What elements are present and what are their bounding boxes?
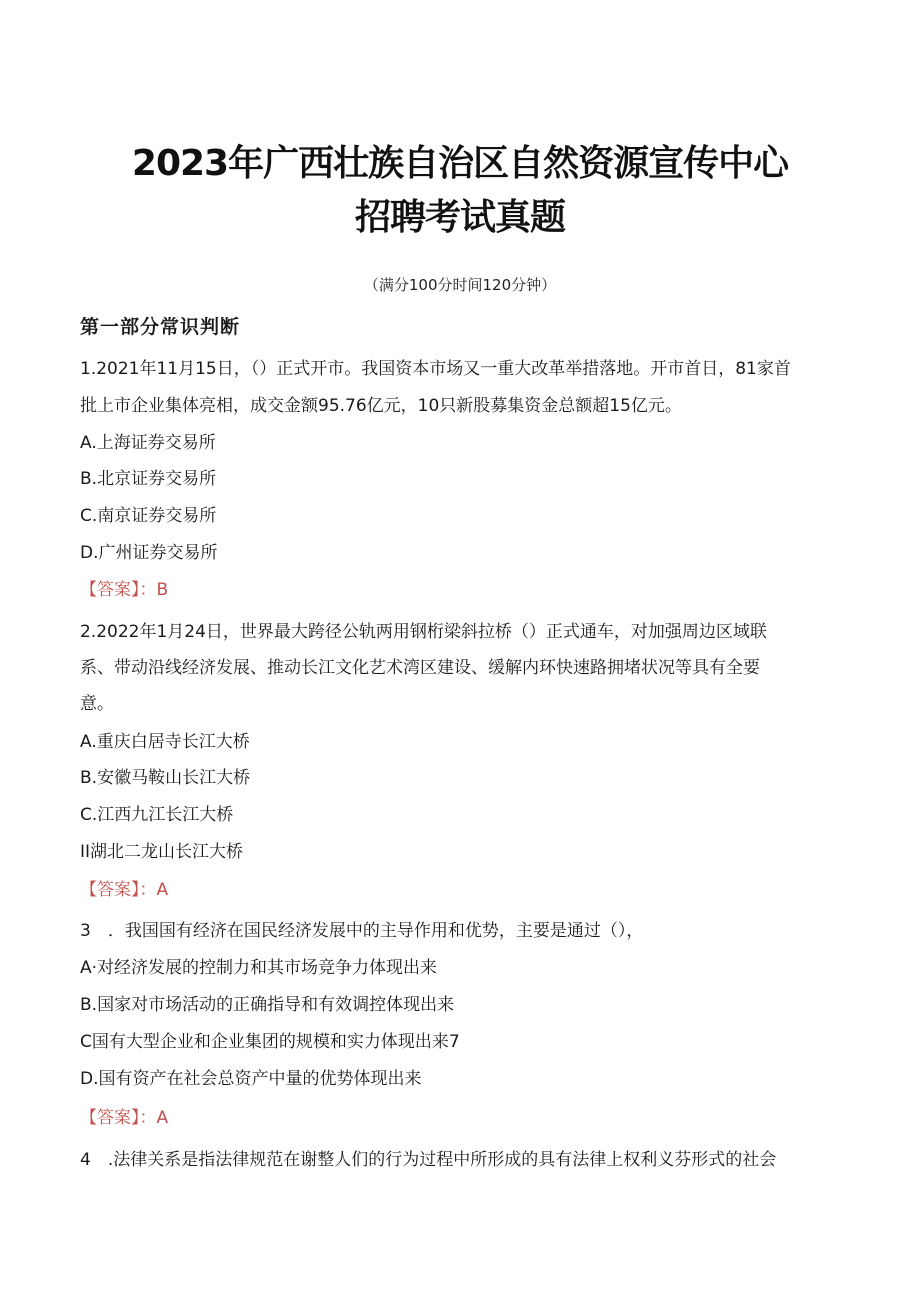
exam-duration-note: （满分100分时间120分钟） xyxy=(363,276,557,294)
question-1-option-d: D.广州证券交易所 xyxy=(80,543,218,563)
question-2-answer: 【答案】：A xyxy=(80,880,169,900)
question-2-option-d: II湖北二龙山长江大桥 xyxy=(80,842,244,862)
question-1-option-c: C.南京证券交易所 xyxy=(80,506,217,526)
question-1-text: 1.2021年11月15日，（）正式开市。我国资本市场又一重大改革举措落地。开市首日，81家首 xyxy=(80,359,791,379)
question-2-option-c: C.江西九江长江大桥 xyxy=(80,805,234,825)
question-1-answer: 【答案】：B xyxy=(80,580,169,600)
question-2-text-end: 意。 xyxy=(80,694,114,714)
document-title-line1: 2023年广西壮族自治区自然资源宣传中心 xyxy=(131,143,789,184)
document-title-line2: 招聘考试真题 xyxy=(354,197,565,238)
question-1-option-b: B.北京证券交易所 xyxy=(80,469,217,489)
question-3-option-d: D.国有资产在社会总资产中量的优势体现出来 xyxy=(80,1069,422,1089)
question-1-text-cont: 批上市企业集体亮相，成交金额95.76亿元，10只新股募集资金总额超15亿元。 xyxy=(80,396,682,416)
section-heading: 第一部分常识判断 xyxy=(80,316,241,338)
question-2-option-b: B.安徽马鞍山长江大桥 xyxy=(80,768,251,788)
question-3-answer: 【答案】：A xyxy=(80,1108,169,1128)
question-3-text: 3 ．我国国有经济在国民经济发展中的主导作用和优势，主要是通过（）， xyxy=(80,921,644,941)
question-3-option-c: C国有大型企业和企业集团的规模和实力体现出来7 xyxy=(80,1032,460,1052)
question-3-option-a: A·对经济发展的控制力和其市场竞争力体现出来 xyxy=(80,958,438,978)
question-1-option-a: A.上海证券交易所 xyxy=(80,433,216,453)
question-2-text: 2.2022年1月24日，世界最大跨径公轨两用钢桁梁斜拉桥（）正式通车，对加强周边区域联 xyxy=(80,622,767,642)
question-2-option-a: A.重庆白居寺长江大桥 xyxy=(80,732,250,752)
question-3-option-b: B.国家对市场活动的正确指导和有效调控体现出来 xyxy=(80,995,455,1015)
question-2-text-cont: 系、带动沿线经济发展、推动长江文化艺术湾区建设、缓解内环快速路拥堵状况等具有全要 xyxy=(80,658,760,678)
question-4-text: 4 .法律关系是指法律规范在谢整人们的行为过程中所形成的具有法律上权利义芬形式的社会 xyxy=(80,1150,777,1170)
